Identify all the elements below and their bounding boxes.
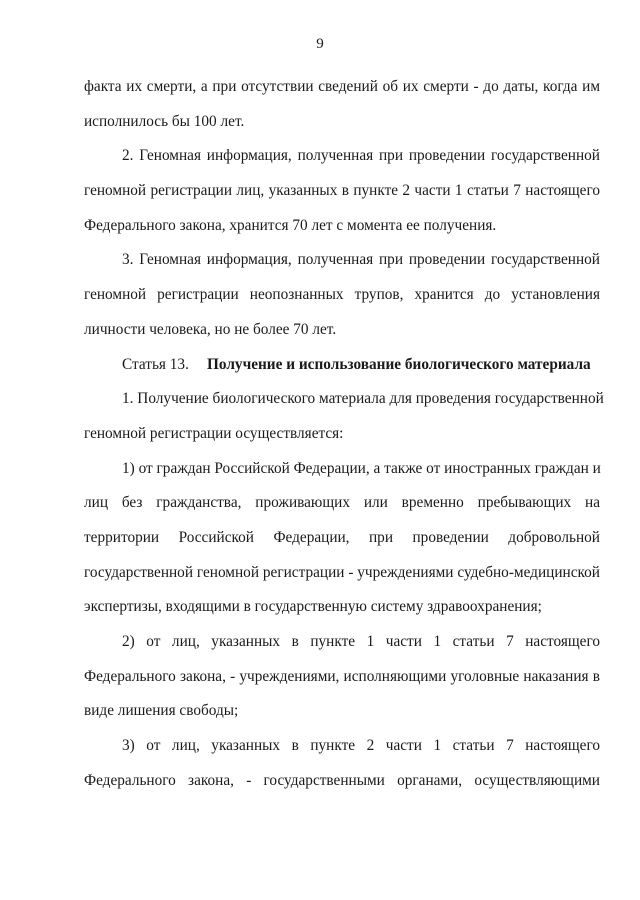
article-title: Получение и использование биологического материала — [207, 355, 591, 373]
article-number: Статья 13. — [122, 355, 189, 373]
text-line: 2) от лиц, указанных в пункте 1 части 1 статьи 7 настоящего — [122, 633, 600, 650]
text-line: геномной регистрации осуществляется: — [84, 424, 344, 442]
text-line: 3) от лиц, указанных в пункте 2 части 1 статьи 7 настоящего — [122, 737, 600, 755]
text-line: экспертизы, входящими в государственную систему здравоохранения; — [84, 598, 542, 616]
text-line: государственной геномной регистрации - учреждениями судебно-медицинской — [84, 563, 600, 581]
text-line: Федерального закона, хранится 70 лет с момента ее получения. — [84, 216, 497, 234]
document-body — [84, 70, 604, 798]
page-number: 9 — [316, 36, 324, 52]
text-line: виде лишения свободы; — [84, 702, 239, 720]
paragraph-block-1 — [84, 70, 600, 348]
text-line: территории Российской Федерации, при проведении добровольной — [84, 528, 600, 546]
text-line: факта их смерти, а при отсутствии сведений об их смерти - до даты, когда им — [84, 78, 600, 95]
text-line: личности человека, но не более 70 лет. — [84, 320, 337, 338]
text-line: Федерального закона, - государственными органами, осуществляющими — [84, 771, 600, 789]
text-line: лиц без гражданства, проживающих или временно пребывающих на — [84, 494, 600, 512]
text-line: 2. Геномная информация, полученная при проведении государственной — [122, 147, 600, 165]
text-line: геномной регистрации неопознанных трупов, хранится до установления — [84, 286, 600, 304]
text-line: 1) от граждан Российской Федерации, а также от иностранных граждан и — [122, 459, 601, 477]
text-line: исполнилось бы 100 лет. — [84, 112, 245, 130]
text-line: Федерального закона, - учреждениями, исполняющими уголовные наказания в — [84, 667, 600, 685]
text-line: 3. Геномная информация, полученная при проведении государственной — [122, 251, 600, 269]
paragraph-block-2 — [84, 382, 604, 798]
text-line: 1. Получение биологического материала для проведения государственной — [122, 390, 604, 408]
article-heading — [84, 348, 600, 383]
text-line: геномной регистрации лиц, указанных в пункте 2 части 1 статьи 7 настоящего — [84, 182, 600, 200]
